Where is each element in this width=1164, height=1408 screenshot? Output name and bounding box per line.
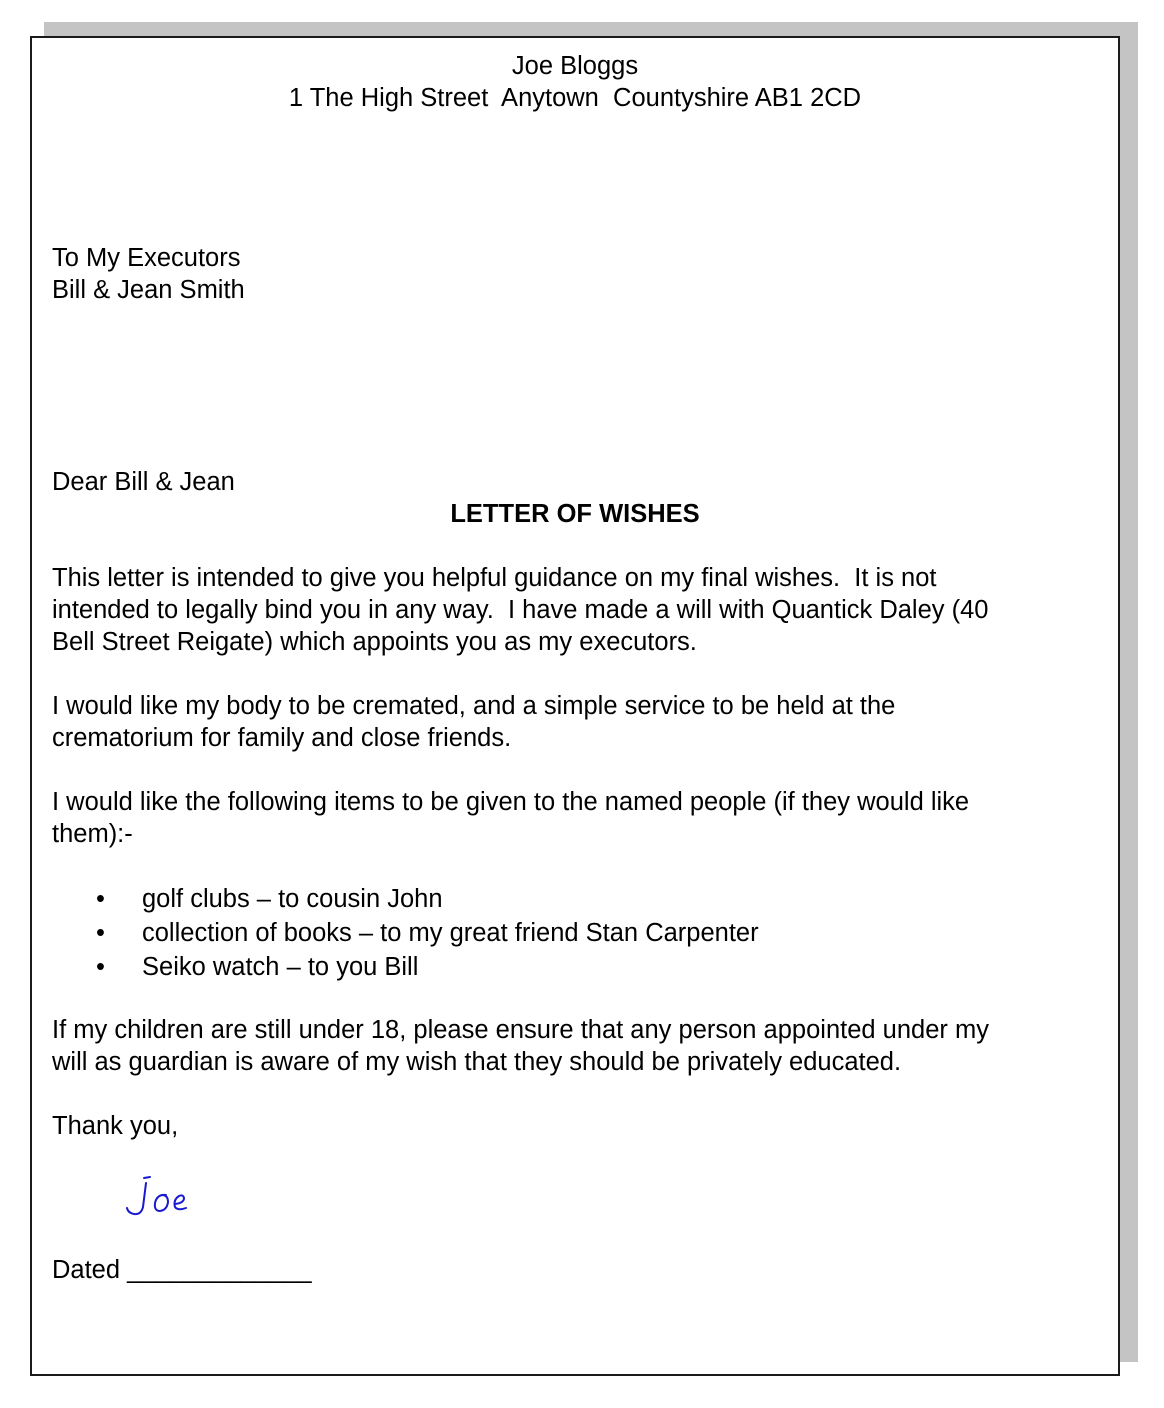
bullet-dot-icon: •: [96, 953, 105, 981]
recipient-line-1: To My Executors: [52, 244, 241, 272]
sender-name: Joe Bloggs: [511, 52, 639, 80]
bullet-dot-icon: •: [96, 919, 105, 947]
paragraph-1-line-2: intended to legally bind you in any way. I have made a will with Quantick Daley (40: [52, 596, 989, 624]
list-item: collection of books – to my great friend Stan Carpenter: [142, 919, 759, 947]
paragraph-1-line-3: Bell Street Reigate) which appoints you as my executors.: [52, 628, 697, 656]
paragraph-2-line-2: crematorium for family and close friends.: [52, 724, 512, 752]
paragraph-3-line-1: I would like the following items to be given to the named people (if they would like: [52, 788, 970, 816]
bullet-dot-icon: •: [96, 885, 105, 913]
letter-page: [30, 36, 1120, 1376]
sender-address: 1 The High Street Anytown Countyshire AB1 2CD: [288, 84, 862, 112]
recipient-line-2: Bill & Jean Smith: [52, 276, 245, 304]
closing: Thank you,: [52, 1112, 179, 1140]
list-item: golf clubs – to cousin John: [142, 885, 443, 913]
handwritten-signature: [122, 1174, 202, 1224]
paragraph-3-line-2: them):-: [52, 820, 133, 848]
letter-title: LETTER OF WISHES: [450, 500, 700, 528]
paragraph-2-line-1: I would like my body to be cremated, and a simple service to be held at the: [52, 692, 896, 720]
paragraph-1-line-1: This letter is intended to give you helpful guidance on my final wishes. It is not: [52, 564, 937, 592]
paragraph-4-line-1: If my children are still under 18, please ensure that any person appointed under my: [52, 1016, 989, 1044]
list-item: Seiko watch – to you Bill: [142, 953, 419, 981]
paragraph-4-line-2: will as guardian is aware of my wish that they should be privately educated.: [52, 1048, 902, 1076]
dated-line: Dated _____________: [52, 1256, 312, 1284]
salutation: Dear Bill & Jean: [52, 468, 235, 496]
